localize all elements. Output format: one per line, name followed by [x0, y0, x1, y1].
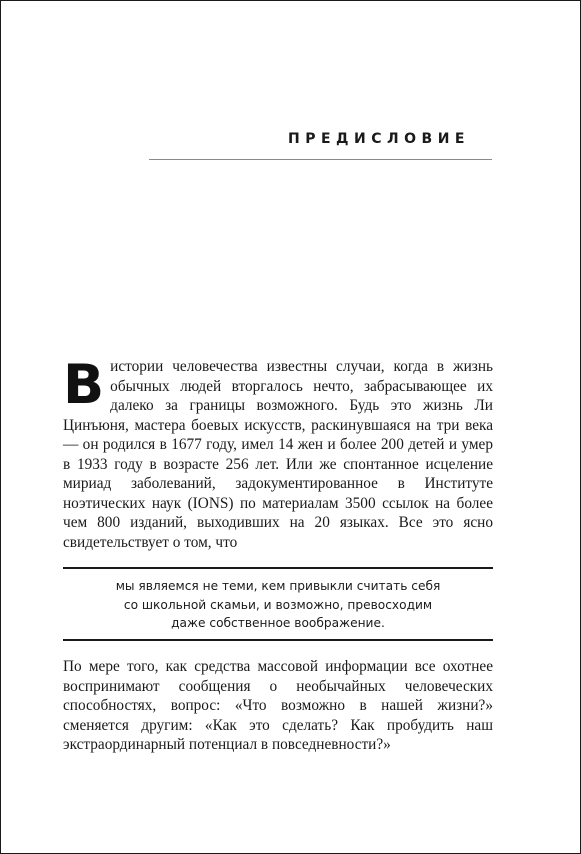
chapter-title: ПРЕДИСЛОВИЕ: [288, 131, 470, 147]
pull-quote-bottom-rule: [63, 639, 493, 641]
pull-quote-top-rule: [63, 567, 493, 569]
intro-paragraph-text: истории человечества известны случаи, когда в жизнь обычных людей вторгалось нечто, забрасывающее их далеко за границы возможного. Будь это жизнь Ли Цинъюня, мастера боевых искусств, раскинувшаяся на три века — он родился в 1677 году, имел 14 жен и более 200 детей и умер в 1933 году в возрасте 256 лет. Или же спонтанное исцеление мириад заболеваний, задокументированное в Институте ноэтических наук (IONS) по материалам 3500 ссылок на более чем 800 изданий, выходивших на 20 языках. Все это ясно свидетельствует о том, что: [63, 358, 493, 551]
title-underline: [149, 159, 492, 160]
drop-cap-letter: В: [63, 353, 105, 416]
intro-paragraph: [63, 353, 493, 552]
pull-quote: [63, 577, 493, 633]
second-paragraph: [63, 657, 493, 755]
pull-quote-line-3: даже собственное воображение.: [171, 616, 385, 630]
second-paragraph-text: По мере того, как средства массовой информации все охотнее воспринимают сообщения о необычайных человеческих способностях, вопрос: «Что возможно в нашей жизни?» сменяется другим: «Как это сделать? Как пробудить наш экстраординарный потенциал в повседневности?»: [63, 658, 493, 753]
pull-quote-line-1: мы являемся не теми, кем привыкли считать себя: [115, 579, 441, 593]
pull-quote-line-2: со школьной скамьи, и возможно, превосходим: [123, 597, 433, 612]
